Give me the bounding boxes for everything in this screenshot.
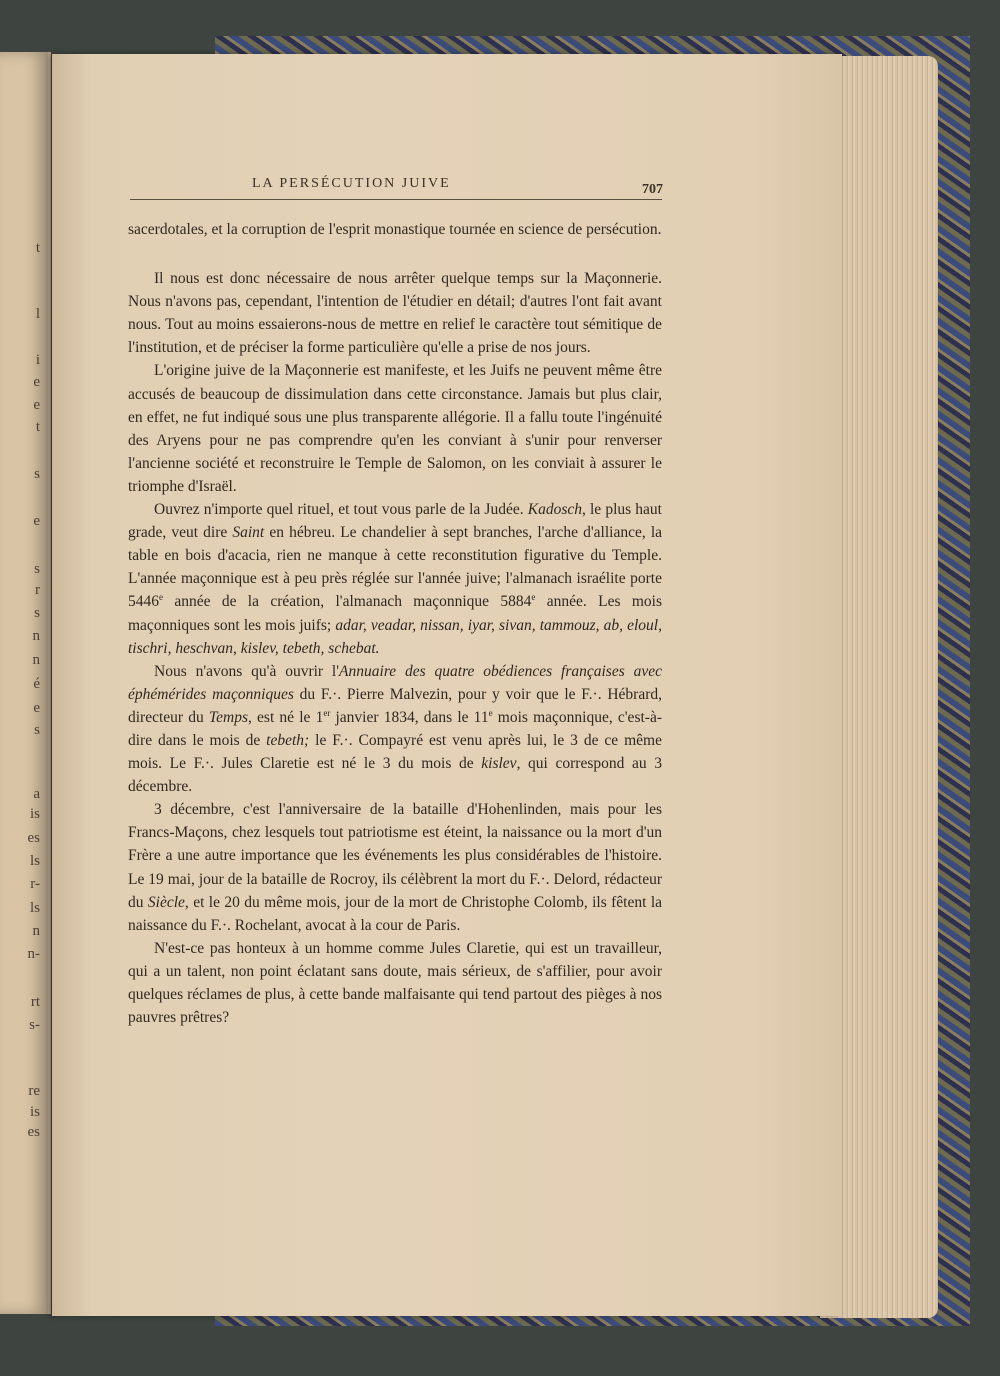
margin-fragment: is (29, 806, 40, 822)
margin-fragment: i (35, 352, 40, 368)
margin-fragment: s (34, 466, 40, 482)
margin-fragment: n (32, 923, 40, 939)
italic-text: Siècle (147, 893, 185, 911)
paragraph: sacerdotales, et la corruption de l'esprit monastique tournée en science de persécution. (128, 221, 662, 238)
superscript: e (488, 707, 493, 718)
margin-fragment: s (34, 722, 40, 738)
margin-fragment: re (28, 1083, 40, 1099)
page-number: 707 (642, 182, 663, 197)
italic-text: Annuaire des quatre obédiences françaises avec éphémérides maçonniques (128, 662, 662, 703)
paragraph: Ouvrez n'importe quel rituel, et tout vous parle de la Judée. Kadosch, le plus haut grade, veut dire Saint en hébreu. Le chandelier à sept branches, l'arche d'alliance, la table en bois d'acacia, rien ne manque à cette reconstitution figurative du Temple. L'année maçonnique est à peu près réglée sur l'année juive; l'almanach israélite porte 5446e année de la création, l'almanach maçonnique 5884e année. Les mois maçonniques sont les mois juifs; adar, veadar, nissan, iyar, sivan, tammouz, ab, eloul, tischri, heschvan, kislev, tebeth, schebat. (128, 501, 662, 657)
paragraph: 3 décembre, c'est l'anniversaire de la bataille d'Hohenlinden, mais pour les Francs-Maçons, chez lesquels tout patriotisme est éteint, la naissance ou la mort d'un Frère a une autre importance que les événements les plus considérables de l'histoire. Le 19 mai, jour de la bataille de Rocroy, ils célèbrent la mort du F.·. Delord, rédacteur du Siècle, et le 20 du même mois, jour de la mort de Christophe Colomb, ils fêtent la naissance du F.·. Rochelant, avocat à la cour de Paris. (128, 801, 663, 934)
superscript: er (323, 707, 331, 718)
margin-fragment: t (35, 240, 40, 256)
paragraph: Nous n'avons qu'à ouvrir l'Annuaire des quatre obédiences françaises avec éphémérides maçonniques du F.·. Pierre Malvezin, pour y voir que le F.·. Hébrard, directeur du Temps, est né le 1er janvier 1834, dans le 11e mois maçonnique, c'est-à-dire dans le mois de tebeth; le F.·. Compayré est venu après lui, le 3 de ce même mois. Le F.·. Jules Claretie est né le 3 du mois de kislev, qui correspond au 3 décembre. (128, 662, 663, 796)
margin-fragment: s- (29, 1017, 40, 1033)
margin-fragment: n (32, 628, 40, 644)
margin-fragment: é (33, 676, 40, 692)
margin-fragment: t (35, 419, 40, 435)
header-rule (130, 199, 662, 200)
italic-text: tebeth; (266, 731, 310, 749)
margin-fragment: e (33, 513, 40, 529)
paragraph: L'origine juive de la Maçonnerie est manifeste, et les Juifs ne peuvent même être accusés de beaucoup de dissimulation dans cette circonstance. Jamais but plus clair, en effet, ne fut indiqué sous une plus transparente allégorie. Il a fallu toute l'ingénuité des Aryens pour ne pas comprendre qu'en les conviant à s'unir pour renverser l'ancienne société et reconstruire le Temple de Salomon, on les conviait à assurer le triomphe d'Israël. (128, 362, 662, 495)
superscript: e (159, 592, 163, 603)
margin-fragment: rt (30, 994, 40, 1010)
margin-fragment: e (33, 700, 40, 716)
paragraph: Il nous est donc nécessaire de nous arrêter quelque temps sur la Maçonnerie. Nous n'avons pas, cependant, l'intention de l'étudier en détail; d'autres l'ont fait avant nous. Tout au moins essaierons-nous de mettre en relief le caractère tout sémitique de l'institution, et de préciser la forme particulière qu'elle a prise de nos jours. (128, 270, 662, 357)
margin-fragment: s (34, 561, 40, 577)
italic-text: Saint (232, 524, 265, 542)
margin-fragment: e (33, 397, 40, 413)
margin-fragment: n (32, 652, 40, 668)
running-head: LA PERSÉCUTION JUIVE (252, 176, 451, 191)
margin-fragment: r- (30, 876, 40, 892)
italic-text: Temps (208, 708, 248, 726)
italic-text: adar, veadar, nissan, iyar, sivan, tammouz, ab, eloul, tischri, heschvan, kislev, tebeth, schebat. (128, 616, 662, 657)
italic-text: Kadosch (527, 501, 582, 519)
margin-fragment: s (34, 605, 40, 621)
italic-text: kislev (481, 755, 517, 773)
margin-fragment: e (33, 374, 40, 390)
superscript: e (531, 592, 536, 603)
body-text (128, 218, 662, 1029)
margin-fragment: ls (29, 900, 40, 916)
paragraph: N'est-ce pas honteux à un homme comme Jules Claretie, qui est un travailleur, qui a un talent, non point éclatant sans doute, mais sérieux, de s'affilier, pour avoir quelques réclames de plus, à cette bande malfaisante qui tend partout des pièges à nos pauvres prêtres? (128, 939, 662, 1027)
margin-fragment: n- (27, 946, 40, 962)
facing-page-text-fragments (0, 0, 44, 1376)
margin-fragment: a (33, 786, 40, 802)
margin-fragment: es (27, 1124, 40, 1140)
margin-fragment: r (35, 582, 40, 598)
margin-fragment: es (27, 830, 40, 846)
margin-fragment: is (29, 1104, 40, 1120)
margin-fragment: ls (29, 853, 40, 869)
margin-fragment: l (35, 306, 40, 322)
